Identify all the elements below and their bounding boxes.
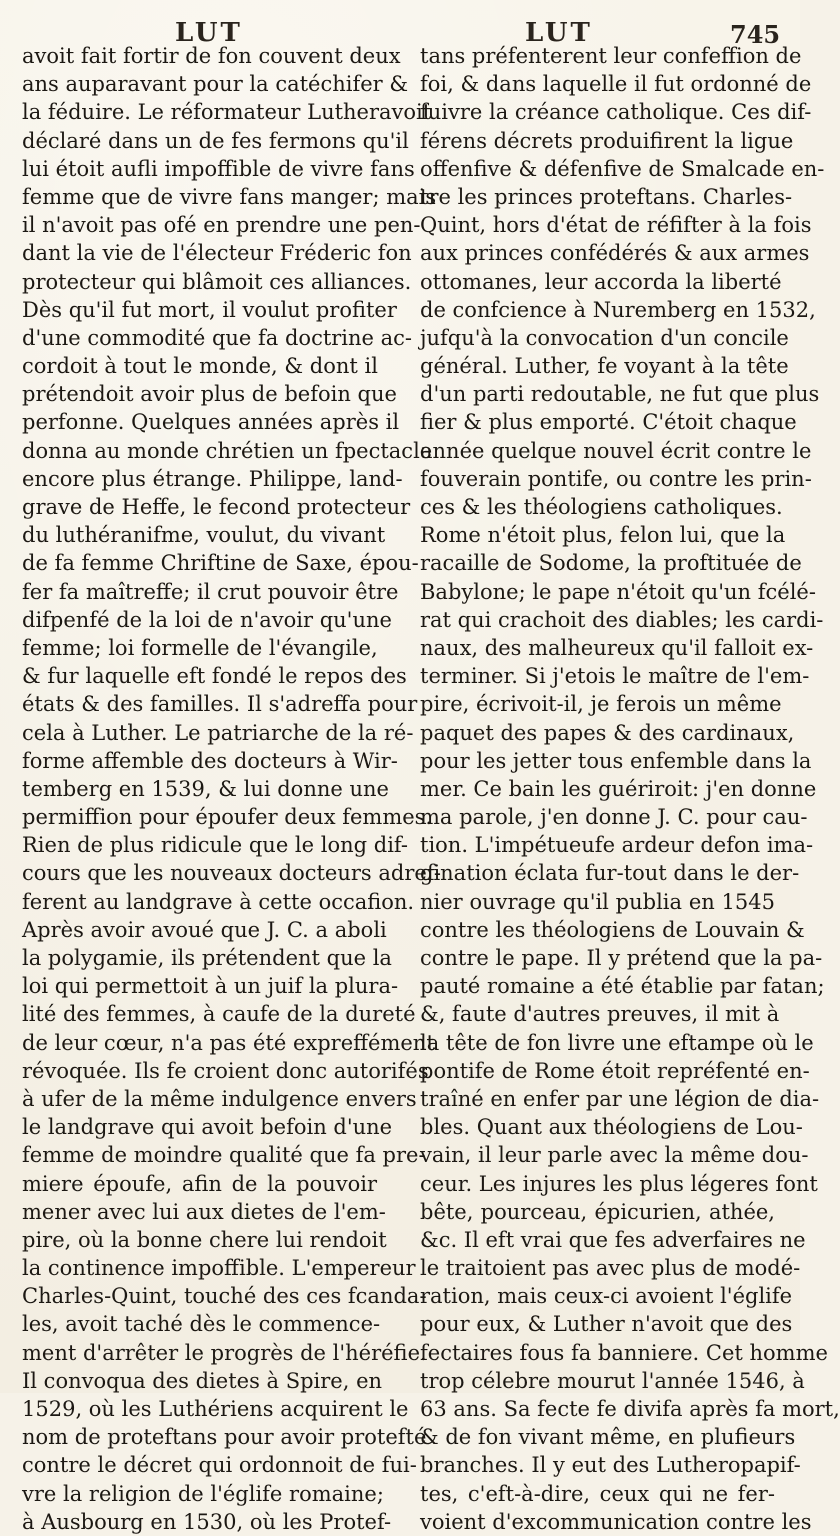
text-line: bête, pourceau, épicurien, athée, [420,1199,775,1224]
text-line: protecteur qui blâmoit ces alliances. [22,269,412,294]
text-line: cordoit à tout le monde, & dont il [22,354,378,379]
text-line: tans préfenterent leur confeffion de [420,44,802,68]
text-line: de leur cœur, n'a pas été expreffément [22,1030,435,1055]
text-line: 1529, où les Luthériens acquirent le [22,1397,409,1421]
text-line: mer. Ce bain les guériroit: j'en donne [420,776,817,801]
text-line: offenfive & défenfive de Smalcade en- [420,156,825,181]
text-line: ans auparavant pour la catéchifer & [22,72,409,97]
text-line: terminer. Si j'etois le maître de l'em- [420,664,810,689]
text-line: de confcience à Nuremberg en 1532, [420,297,816,322]
text-line: le landgrave qui avoit befoin d'une [22,1115,393,1140]
text-line: révoquée. Ils fe croient donc autorifés [22,1058,429,1083]
text-line: il n'avoit pas ofé en prendre une pen- [22,213,421,238]
text-line: dant la vie de l'électeur Fréderic fon [22,241,412,266]
right-text-column [420,42,840,1536]
text-line: déclaré dans un de fes fermons qu'il [22,128,409,153]
text-line: ment d'arrêter le progrès de l'héréfie. [22,1340,427,1365]
text-line: traîné en enfer par une légion de dia- [420,1086,820,1111]
text-line: année quelque nouvel écrit contre le [420,438,812,463]
text-line: nier ouvrage qu'il publia en 1545 [420,889,775,914]
left-text-column [22,42,441,1536]
text-line: Il convoqua des dietes à Spire, en [22,1368,383,1393]
text-line: pire, où la bonne chere lui rendoit [22,1227,387,1252]
text-line: permiffion pour époufer deux femmes. [22,805,433,830]
text-line: Charles-Quint, touché des ces fcanda- [22,1284,427,1309]
text-line: cours que les nouveaux docteurs adref- [22,861,441,886]
text-line: la tête de fon livre une eftampe où le [420,1030,814,1055]
text-line: avoit fait fortir de fon couvent deux [22,44,401,68]
text-line: pontife de Rome étoit repréfenté en- [420,1058,810,1083]
text-line: foi, & dans laquelle il fut ordonné de [420,72,812,97]
text-line: ceur. Les injures les plus légeres font [420,1171,818,1196]
text-line: & fur laquelle eft fondé le repos des [22,664,407,689]
text-line: contre le pape. Il y prétend que la pa- [420,946,823,970]
text-line: fer fa maîtreffe; il crut pouvoir être [22,579,399,604]
text-line: gination éclata fur-tout dans le der- [420,861,800,886]
text-line: aux princes confédérés & aux armes [420,241,810,266]
running-head-left: LUT [175,18,243,48]
text-line: vre la religion de l'églife romaine; [22,1481,384,1506]
text-line: Quint, hors d'état de réfifter à la fois [420,213,812,238]
text-line: la polygamie, ils prétendent que la [22,946,392,970]
text-line: pire, écrivoit-il, je ferois un même [420,692,782,717]
text-line: perfonne. Quelques années après il [22,410,400,435]
running-head-right: LUT [525,18,593,48]
text-line: 63 ans. Sa fecte fe divifa après fa mort, [420,1397,840,1421]
text-line: vain, il leur parle avec la même dou- [420,1143,809,1168]
text-line: voient d'excommunication contre les [420,1509,812,1534]
text-line: états & des familles. Il s'adreffa pour [22,692,418,717]
text-line: donna au monde chrétien un fpectacle [22,438,433,463]
text-line: fectaires fous fa banniere. Cet homme [420,1340,828,1365]
text-line: ces & les théologiens catholiques. [420,495,783,519]
text-line: & de fon vivant même, en plufieurs [420,1425,796,1450]
text-line: ma parole, j'en donne J. C. pour cau- [420,805,808,830]
text-line: &, faute d'autres preuves, il mit à [420,1002,780,1027]
text-line: Rome n'étoit plus, felon lui, que la [420,523,786,548]
text-line: prétendoit avoir plus de befoin que [22,382,397,407]
text-line: ottomanes, leur accorda la liberté [420,269,782,294]
text-line: tes, c'eft-à-dire, ceux qui ne fer- [420,1481,775,1506]
text-line: racaille de Sodome, la proftituée de [420,551,802,576]
text-line: bles. Quant aux théologiens de Lou- [420,1115,803,1140]
text-line: du luthéranifme, voulut, du vivant [22,523,386,548]
text-line: encore plus étrange. Philippe, land- [22,466,403,491]
text-line: branches. Il y eut des Lutheropapif- [420,1453,801,1478]
text-line: d'un parti redoutable, ne fut que plus [420,382,820,407]
text-line: contre le décret qui ordonnoit de fui- [22,1453,417,1478]
text-line: la féduire. Le réformateur Lutheravoit [22,100,432,125]
text-line: la continence impoffible. L'empereur [22,1256,416,1281]
text-line: femme; loi formelle de l'évangile, [22,635,378,660]
text-line: Babylone; le pape n'étoit qu'un fcélé- [420,579,816,604]
text-line: les, avoit taché dès le commence- [22,1312,381,1337]
text-line: femme de moindre qualité que fa pre- [22,1143,426,1168]
text-line: cela à Luther. Le patriarche de la ré- [22,720,414,745]
text-line: naux, des malheureux qu'il falloit ex- [420,635,814,660]
text-line: ration, mais ceux-ci avoient l'églife [420,1284,793,1309]
text-line: rat qui crachoit des diables; les cardi- [420,607,824,632]
text-line: &c. Il eft vrai que fes adverfaires ne [420,1227,806,1252]
text-line: mener avec lui aux dietes de l'em- [22,1199,386,1224]
text-line: grave de Heffe, le fecond protecteur [22,495,411,519]
text-line: jufqu'à la convocation d'un concile [420,325,789,350]
text-line: femme que de vivre fans manger; mais [22,184,437,209]
text-line: Après avoir avoué que J. C. a aboli [22,917,387,942]
text-line: de fa femme Chriftine de Saxe, épou- [22,551,419,576]
text-line: trop célebre mourut l'année 1546, à [420,1368,805,1393]
text-line: contre les théologiens de Louvain & [420,917,805,942]
text-line: fouverain pontife, ou contre les prin- [420,466,812,491]
text-line: tre les princes proteftans. Charles- [420,184,793,209]
text-line: difpenfé de la loi de n'avoir qu'une [22,607,392,632]
text-line: général. Luther, fe voyant à la tête [420,354,789,379]
text-line: à ufer de la même indulgence envers [22,1086,417,1111]
text-line: miere époufe, afin de la pouvoir [22,1171,377,1196]
text-line: forme affemble des docteurs à Wir- [22,748,398,773]
text-line: fier & plus emporté. C'étoit chaque [420,410,797,435]
text-line: nom de proteftans pour avoir protefté [22,1425,427,1450]
text-line: pour eux, & Luther n'avoit que des [420,1312,793,1337]
text-line: ferent au landgrave à cette occafion. [22,889,415,914]
text-line: paquet des papes & des cardinaux, [420,720,795,745]
text-line: à Ausbourg en 1530, où les Protef- [22,1509,392,1534]
text-line: temberg en 1539, & lui donne une [22,776,389,801]
text-line: tion. L'impétueufe ardeur defon ima- [420,833,814,858]
text-line: fuivre la créance catholique. Ces dif- [420,100,812,125]
text-line: le traitoient pas avec plus de modé- [420,1256,801,1281]
text-line: lui étoit aufli impoffible de vivre fans [22,156,415,181]
text-line: loi qui permettoit à un juif la plura- [22,974,399,999]
text-line: pauté romaine a été établie par fatan; [420,974,825,999]
text-line: lité des femmes, à caufe de la dureté [22,1002,416,1027]
text-line: pour les jetter tous enfemble dans la [420,748,812,773]
text-line: férens décrets produifirent la ligue [420,128,794,153]
text-line: Dès qu'il fut mort, il voulut profiter [22,297,397,322]
page-number: 745 [730,20,781,49]
text-line: d'une commodité que fa doctrine ac- [22,325,413,350]
text-line: Rien de plus ridicule que le long dif- [22,833,409,858]
